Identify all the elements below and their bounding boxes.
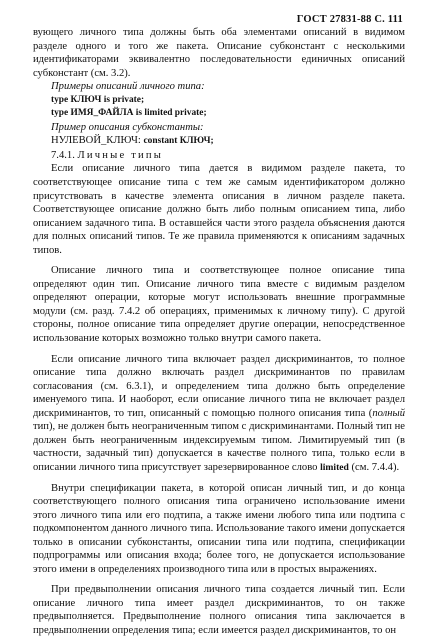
section-title: Личные типы [77, 149, 164, 161]
paragraph-1: Если описание личного типа дается в видимом разделе пакета, то соответствующее описание типа с тем же самым идентификатором должно присутствовать в качестве элемента описания в личном разделе пакета. Соответствующее описание должно быть либо полным описанием типа, либо описанием задачного типа. В оставшейся части этого раздела объяснения даются для полных описаний типов. Те же правила применяются к описаниям задачных типов. [33, 163, 405, 256]
example-subconstant-heading: Пример описания субконстанты: [51, 121, 204, 133]
page-body [33, 26, 405, 638]
code-example-1: type КЛЮЧ is private; [51, 94, 145, 105]
section-number: 7.4.1. [51, 149, 78, 161]
running-head: ГОСТ 27831-88 С. 111 [296, 14, 403, 25]
paragraph-5: При предвыполнении описания личного типа создается личный тип. Если описание личного типа имеет раздел дискриминантов, то он также предвыполняется. Предвыполнение полного описания типа заключается в предвыполнении определения типа; если имеется раздел дискриминантов, то он [33, 584, 405, 636]
paragraph-3-part-c: (см. 7.4.4). [348, 461, 400, 473]
subconstant-name: НУЛЕВОЙ_КЛЮЧ: [51, 135, 144, 147]
paragraph-4: Внутри спецификации пакета, в которой описан личный тип, и до конца соответствующего полного описания типа ограничено использование имени этого личного типа или его подтипа, а также имени любого типа или подтипа с подкомпонентом данного личного типа. Использование такого имени допускается только в описании субконстанты, описании типа или подтипа, спецификации подпрограммы или описания входа; более того, не допускается использование этого имени в определениях производного типа или в простых выражениях. [33, 482, 405, 575]
paragraph-gap [33, 257, 405, 264]
paragraph-3-italic: полный [372, 407, 405, 419]
code-example-subconstant [33, 134, 405, 149]
paragraph-3-keyword: limited [320, 461, 349, 473]
paragraph-gap [33, 346, 405, 353]
paragraph-3-part-b: тип), не должен быть неограниченным типом с дискриминантами. Полный тип не должен быть неограниченным индексируемым типом. Лимитируемый тип (в частности, задачный тип) допускается в качестве полного типа, только если в описании личного типа присутствует зарезервированное слово [33, 421, 405, 473]
paragraph-gap [33, 475, 405, 482]
section-heading [33, 149, 405, 163]
paragraph-3-part-a: Если описание личного типа включает раздел дискриминантов, то полное описание типа должно включать раздел дискриминантов по правилам согласования (см. 6.3.1), и определением типа должно быть определение именуемого типа. И наоборот, если описание личного типа не включает раздел дискриминантов, то тип, описанный с помощью полного описания типа ( [33, 353, 405, 419]
paragraph-gap [33, 576, 405, 583]
subconstant-decl: constant КЛЮЧ; [143, 136, 214, 147]
examples-private-type-heading: Примеры описаний личного типа: [51, 81, 205, 93]
paragraph-2: Описание личного типа и соответствующее полное описание типа определяют один тип. Описание личного типа вместе с видимым разделом определяют операции, которые могут использовать внешние программные модули (см. разд. 7.4.2 об операциях, применимых к личному типу). С другой стороны, полное описание типа определяет другие операции, непосредственное использование которых возможно только внутри самого пакета. [33, 265, 405, 345]
code-example-2: type ИМЯ_ФАЙЛА is limited private; [51, 108, 207, 119]
paragraph-continuation: вующего личного типа должны быть оба элементами описаний в видимом разделе одного и того же пакета. Описание субконстант с несколькими идентификаторами эквивалентно последовательности единичных описаний субконстант (см. 3.2). [33, 27, 405, 79]
paragraph-3 [33, 353, 405, 475]
